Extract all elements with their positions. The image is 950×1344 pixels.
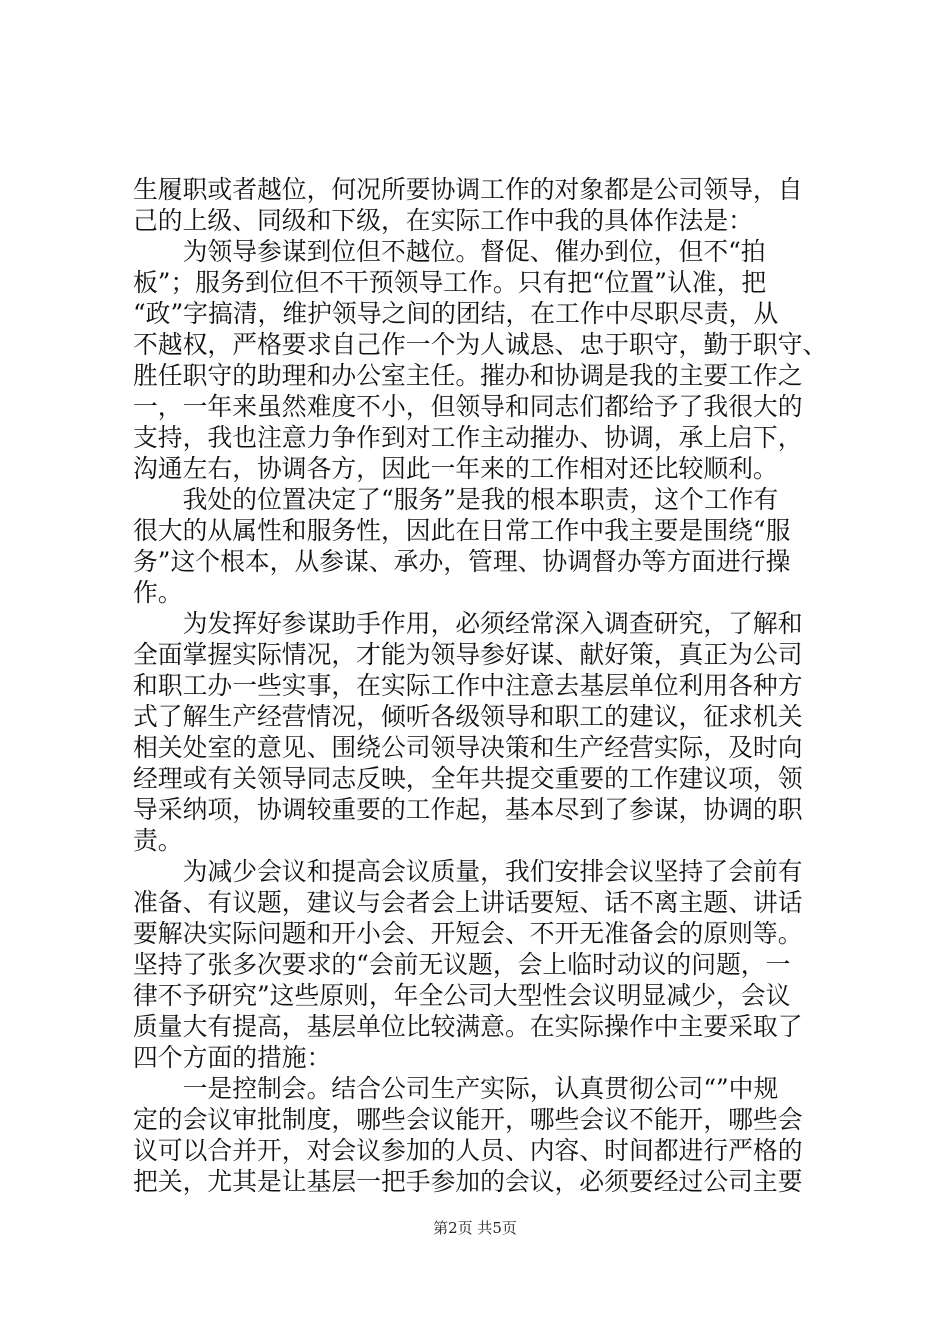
- text-line: 胜任职守的助理和办公室主任。摧办和协调是我的主要工作之: [133, 361, 803, 390]
- text-line: 全面掌握实际情况，才能为领导参好谋、献好策，真正为公司: [133, 640, 803, 669]
- text-line: 不越权，严格要求自己作一个为人诚恳、忠于职守，勤于职守、: [133, 330, 828, 359]
- text-line: 沟通左右，协调各方，因此一年来的工作相对还比较顺利。: [133, 454, 778, 483]
- text-line: 很大的从属性和服务性，因此在日常工作中我主要是围绕“服: [133, 516, 791, 545]
- text-line: 式了解生产经营情况，倾听各级领导和职工的建议，征求机关: [133, 702, 803, 731]
- text-line: 己的上级、同级和下级，在实际工作中我的具体作法是：: [133, 206, 753, 235]
- text-line: 准备、有议题，建议与会者会上讲话要短、话不离主题、讲话: [133, 888, 803, 917]
- text-line: 议可以合并开，对会议参加的人员、内容、时间都进行严格的: [133, 1136, 803, 1165]
- text-line: 导采纳项，协调较重要的工作起，基本尽到了参谋，协调的职: [133, 795, 803, 824]
- text-line: 律不予研究”这些原则，年全公司大型性会议明显减少，会议: [133, 981, 791, 1010]
- text-line: 为领导参谋到位但不越位。督促、催办到位，但不“拍: [133, 237, 766, 266]
- text-line: 我处的位置决定了“服务”是我的根本职责，这个工作有: [133, 485, 779, 514]
- text-line: 定的会议审批制度，哪些会议能开，哪些会议不能开，哪些会: [133, 1105, 803, 1134]
- text-line: 为发挥好参谋助手作用，必须经常深入调查研究，了解和: [133, 609, 803, 638]
- text-line: 一是控制会。结合公司生产实际，认真贯彻公司“”中规: [133, 1074, 779, 1103]
- text-line: 支持，我也注意力争作到对工作主动摧办、协调，承上启下，: [133, 423, 803, 452]
- text-line: 经理或有关领导同志反映，全年共提交重要的工作建议项，领: [133, 764, 803, 793]
- text-line: 要解决实际问题和开小会、开短会、不开无准备会的原则等。: [133, 919, 803, 948]
- text-line: 四个方面的措施：: [133, 1043, 332, 1072]
- text-line: 质量大有提高，基层单位比较满意。在实际操作中主要采取了: [133, 1012, 803, 1041]
- text-line: 相关处室的意见、围绕公司领导决策和生产经营实际，及时向: [133, 733, 803, 762]
- text-line: 板”；服务到位但不干预领导工作。只有把“位置”认准，把: [133, 268, 767, 297]
- text-line: 务”这个根本，从参谋、承办，管理、协调督办等方面进行操: [133, 547, 791, 576]
- text-line: 责。: [133, 826, 183, 855]
- text-line: 生履职或者越位，何况所要协调工作的对象都是公司领导，自: [133, 175, 803, 204]
- text-line: 和职工办一些实事，在实际工作中注意去基层单位利用各种方: [133, 671, 803, 700]
- page-footer: 第2页 共5页: [433, 1219, 517, 1237]
- text-line: 一，一年来虽然难度不小，但领导和同志们都给予了我很大的: [133, 392, 803, 421]
- text-line: 作。: [133, 578, 183, 607]
- text-line: “政”字搞清，维护领导之间的团结，在工作中尽职尽责，从: [133, 299, 779, 328]
- text-line: 把关，尤其是让基层一把手参加的会议，必须要经过公司主要: [133, 1167, 803, 1196]
- text-line: 为减少会议和提高会议质量，我们安排会议坚持了会前有: [133, 857, 803, 886]
- text-line: 坚持了张多次要求的“会前无议题，会上临时动议的问题，一: [133, 950, 791, 979]
